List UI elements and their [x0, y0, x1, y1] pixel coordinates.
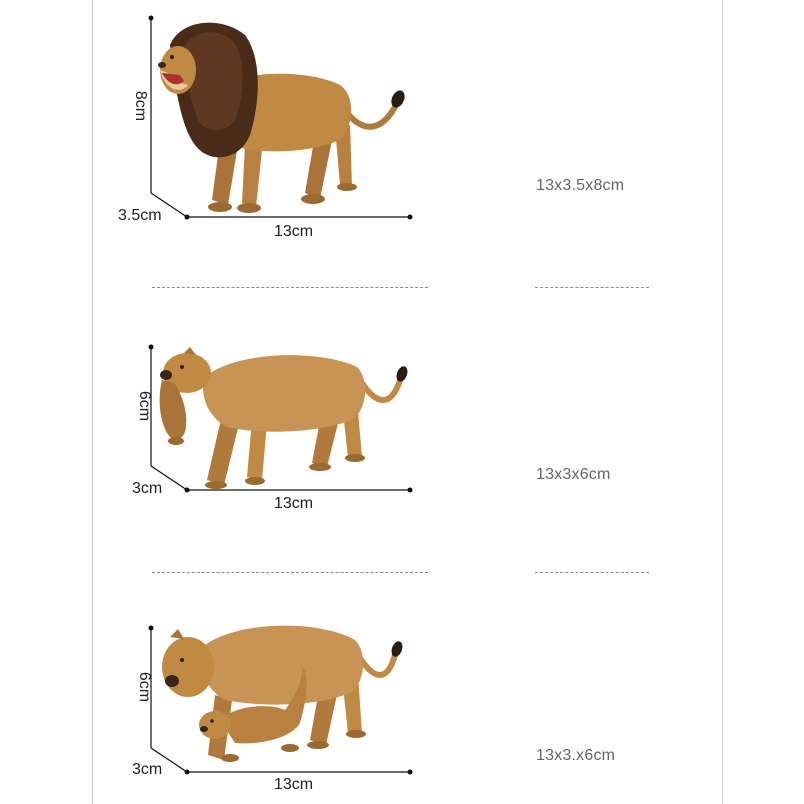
height-label: 6cm — [136, 671, 154, 703]
depth-label: 3cm — [132, 480, 163, 497]
height-label: 6cm — [136, 390, 154, 422]
height-label: 8cm — [132, 90, 150, 122]
size-text: 13x3.x6cm — [536, 747, 616, 764]
length-label: 13cm — [274, 495, 314, 512]
size-text: 13x3.5x8cm — [536, 177, 625, 194]
lioness-with-cub-figure — [160, 615, 410, 770]
depth-label: 3cm — [132, 761, 163, 778]
size-text: 13x3x6cm — [536, 466, 611, 483]
depth-label: 3.5cm — [118, 207, 162, 224]
length-label: 13cm — [274, 776, 314, 793]
length-label: 13cm — [274, 223, 314, 240]
